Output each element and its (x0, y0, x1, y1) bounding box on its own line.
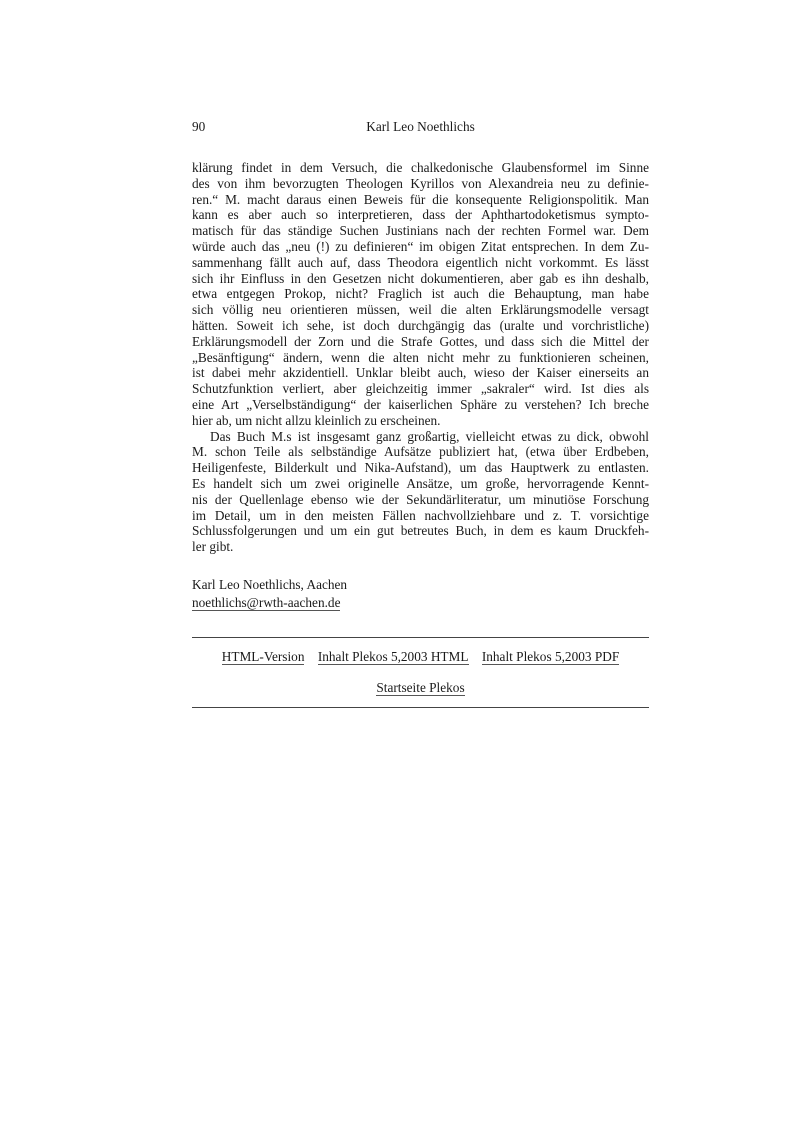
text-line: im Detail, um in den meisten Fällen nachvollziehbare und z. T. vorsichtige (192, 507, 649, 523)
html-version-link[interactable]: HTML-Version (221, 649, 305, 664)
contents-pdf-link[interactable]: Inhalt Plekos 5,2003 PDF (481, 649, 620, 664)
article-body (192, 160, 649, 555)
text-line: eine Art „Verselbständigung“ der kaiserlichen Sphäre zu verstehen? Ich breche (192, 396, 649, 412)
running-head: Karl Leo Noethlichs (366, 119, 475, 134)
signature (192, 576, 347, 612)
text-line: würde auch das „neu (!) zu definieren“ im obigen Zitat entsprechen. In dem Zu- (192, 238, 649, 254)
text-line: Erklärungsmodell der Zorn und die Strafe Gottes, und dass sich die Mittel der (192, 333, 649, 349)
text-line: Schlussfolgerungen und um ein gut betreutes Buch, in dem es kaum Druckfeh- (192, 523, 649, 539)
text-line: sich ihr Einfluss in den Gesetzen nicht dokumentieren, aber gab es ihn deshalb, (192, 270, 649, 286)
author-email-link[interactable]: noethlichs@rwth-aachen.de (192, 595, 341, 610)
text-line: klärung findet in dem Versuch, die chalkedonische Glaubensformel im Sinne (192, 160, 649, 175)
footer-links (192, 648, 649, 666)
author-name: Karl Leo Noethlichs, Aachen (192, 577, 348, 592)
text-line: ren.“ M. macht daraus einen Beweis für die konsequente Religionspolitik. Man (192, 191, 649, 207)
text-line: Heiligenfeste, Bilderkult und Nika-Aufstand), um das Hauptwerk zu entlasten. (192, 460, 649, 476)
text-line: Es handelt sich um zwei originelle Ansätze, um große, hervorragende Kennt- (192, 475, 649, 491)
page-number: 90 (192, 119, 206, 134)
text-line: hätten. Soweit ich sehe, ist doch durchgängig das (uralte und vorchristliche) (192, 317, 649, 333)
divider-bottom (192, 707, 649, 708)
text-line: hier ab, um nicht allzu kleinlich zu erscheinen. (192, 412, 441, 428)
text-line: ler gibt. (192, 539, 234, 555)
text-line: ist dabei mehr akzidentiell. Unklar bleibt auch, wieso der Kaiser einerseits an (192, 365, 649, 381)
text-line: M. schon Teile als selbständige Aufsätze publiziert hat, (etwa über Erdbeben, (192, 444, 649, 460)
text-line: kann es aber auch so interpretieren, dass der Aphthartodoketismus sympto- (192, 207, 649, 223)
divider-top (192, 637, 649, 638)
contents-html-link[interactable]: Inhalt Plekos 5,2003 HTML (317, 649, 469, 664)
text-line: nis der Quellenlage ebenso wie der Sekundärliteratur, um minutiöse Forschung (192, 491, 649, 507)
text-line: etwa entgegen Prokop, nicht? Fraglich ist auch die Behauptung, man habe (192, 286, 649, 302)
home-link[interactable]: Startseite Plekos (376, 680, 465, 695)
text-line: sammenhang fällt auch auf, dass Theodora eigentlich nicht vorkommt. Es lässt (192, 254, 649, 270)
text-line: Schutzfunktion verliert, aber gleichzeitig immer „sakraler“ wird. Ist dies als (192, 381, 649, 397)
home-link-wrap (192, 679, 649, 697)
text-line: Das Buch M.s ist insgesamt ganz großartig, vielleicht etwas zu dick, obwohl (210, 428, 649, 444)
text-line: des von ihm bevorzugten Theologen Kyrillos von Alexandreia neu zu definie- (192, 175, 649, 191)
text-line: sich völlig neu orientieren müssen, weil die alten Erklärungsmodelle versagt (192, 302, 649, 318)
text-line: matisch für das ständige Suchen Justinians nach der rechten Formel war. Dem (192, 223, 649, 239)
page-header (192, 118, 649, 136)
text-line: „Besänftigung“ ändern, wenn die alten nicht mehr zu funktionieren scheinen, (192, 349, 649, 365)
